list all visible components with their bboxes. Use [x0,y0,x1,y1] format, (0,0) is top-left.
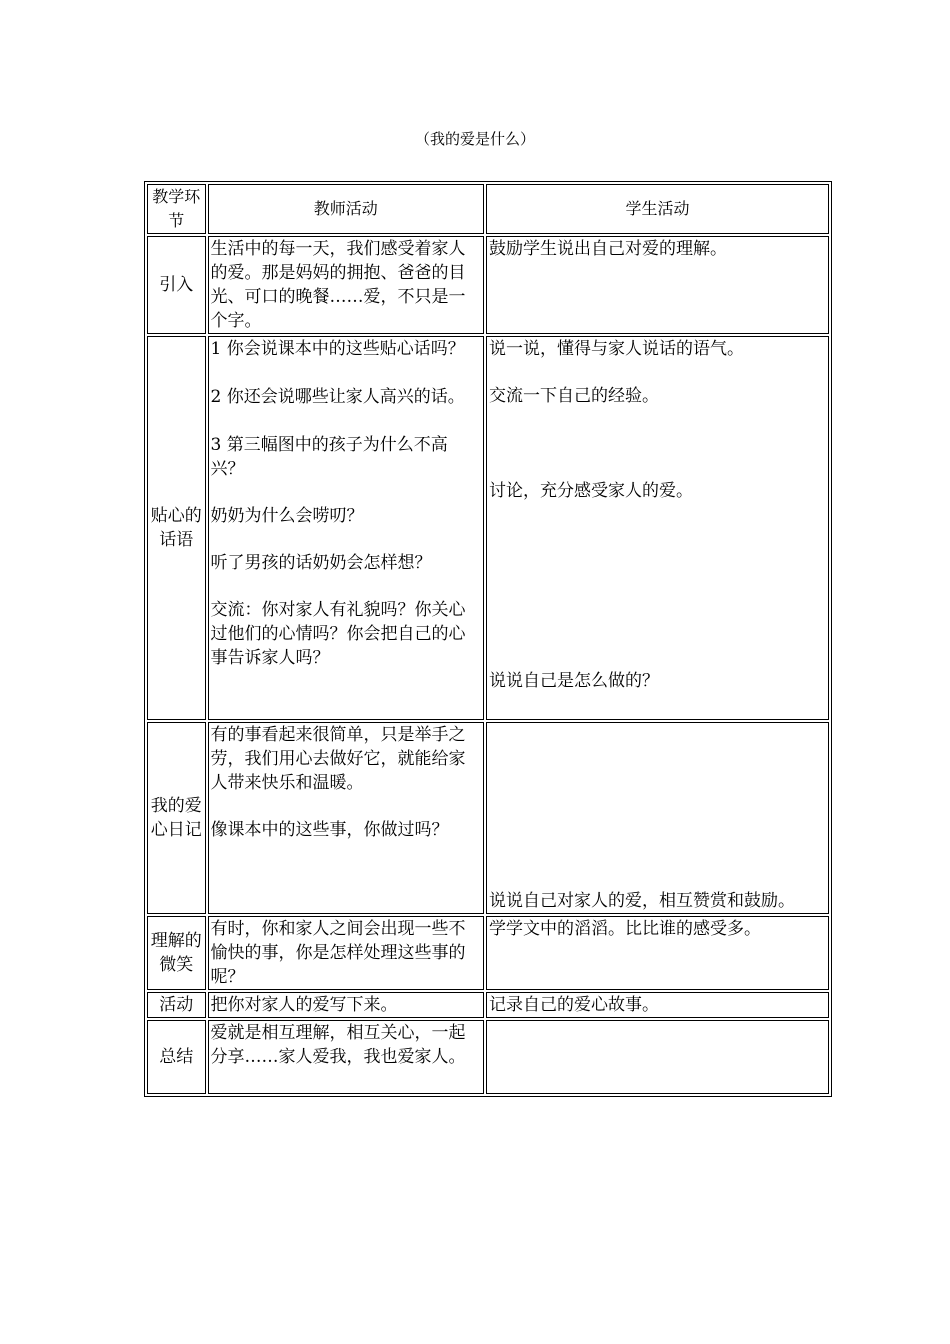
student-cell [486,992,829,1018]
student-text: 鼓励学生说出自己对爱的理解。 [488,239,727,259]
teacher-text: 有的事看起来很简单，只是举手之劳，我们用心去做好它，就能给家人带来快乐和温暖。 [210,725,466,793]
student-cell [486,722,829,914]
teacher-text: 听了男孩的话奶奶会怎样想？ [210,553,432,573]
teacher-text: 爱就是相互理解，相互关心，一起分享……家人爱我，我也爱家人。 [210,1023,466,1067]
header-student: 学生活动 [486,184,829,234]
student-text: 学学文中的滔滔。比比谁的感受多。 [488,919,761,939]
teacher-cell [208,1020,484,1094]
stage-cell: 贴心的话语 [147,336,206,720]
table-row [147,722,829,914]
student-cell [486,236,829,334]
table-header-row [147,184,829,234]
student-text: 说一说，懂得与家人说话的语气。 [488,339,744,359]
student-text: 说说自己对家人的爱，相互赞赏和鼓励。 [488,891,795,911]
stage-cell: 总结 [147,1020,206,1094]
student-cell [486,1020,829,1094]
teacher-text: 2 你还会说哪些让家人高兴的话。 [210,387,465,407]
teacher-text: 奶奶为什么会唠叨？ [210,506,364,526]
teacher-text: 有时，你和家人之间会出现一些不愉快的事，你是怎样处理这些事的呢？ [210,919,466,987]
lesson-plan-table [144,181,832,1097]
teacher-cell [208,916,484,990]
teacher-cell [208,992,484,1018]
teacher-text: 3 第三幅图中的孩子为什么不高兴？ [210,435,448,479]
teacher-text: 把你对家人的爱写下来。 [210,995,398,1015]
table-row [147,236,829,334]
student-text: 讨论，充分感受家人的爱。 [488,481,693,501]
table-row [147,992,829,1018]
table-row [147,1020,829,1094]
teacher-text: 1 你会说课本中的这些贴心话吗？ [210,339,465,359]
student-cell [486,336,829,720]
teacher-text: 像课本中的这些事，你做过吗？ [210,820,449,840]
document-title: （我的爱是什么） [414,130,535,148]
student-text: 记录自己的爱心故事。 [488,995,659,1015]
table-row [147,336,829,720]
header-teacher: 教师活动 [208,184,484,234]
student-text: 说说自己是怎么做的？ [488,671,659,691]
stage-cell: 我的爱心日记 [147,722,206,914]
teacher-cell [208,722,484,914]
student-text: 交流一下自己的经验。 [488,386,659,406]
teacher-text: 交流：你对家人有礼貌吗？你关心过他们的心情吗？你会把自己的心事告诉家人吗？ [210,600,466,668]
teacher-cell [208,336,484,720]
student-cell [486,916,829,990]
stage-cell: 理解的微笑 [147,916,206,990]
stage-cell: 活动 [147,992,206,1018]
stage-cell: 引入 [147,236,206,334]
teacher-cell [208,236,484,334]
teacher-text: 生活中的每一天，我们感受着家人的爱。那是妈妈的拥抱、爸爸的目光、可口的晚餐……爱，不只是一个字。 [210,239,466,331]
table-row [147,916,829,990]
header-stage: 教学环节 [147,184,206,234]
